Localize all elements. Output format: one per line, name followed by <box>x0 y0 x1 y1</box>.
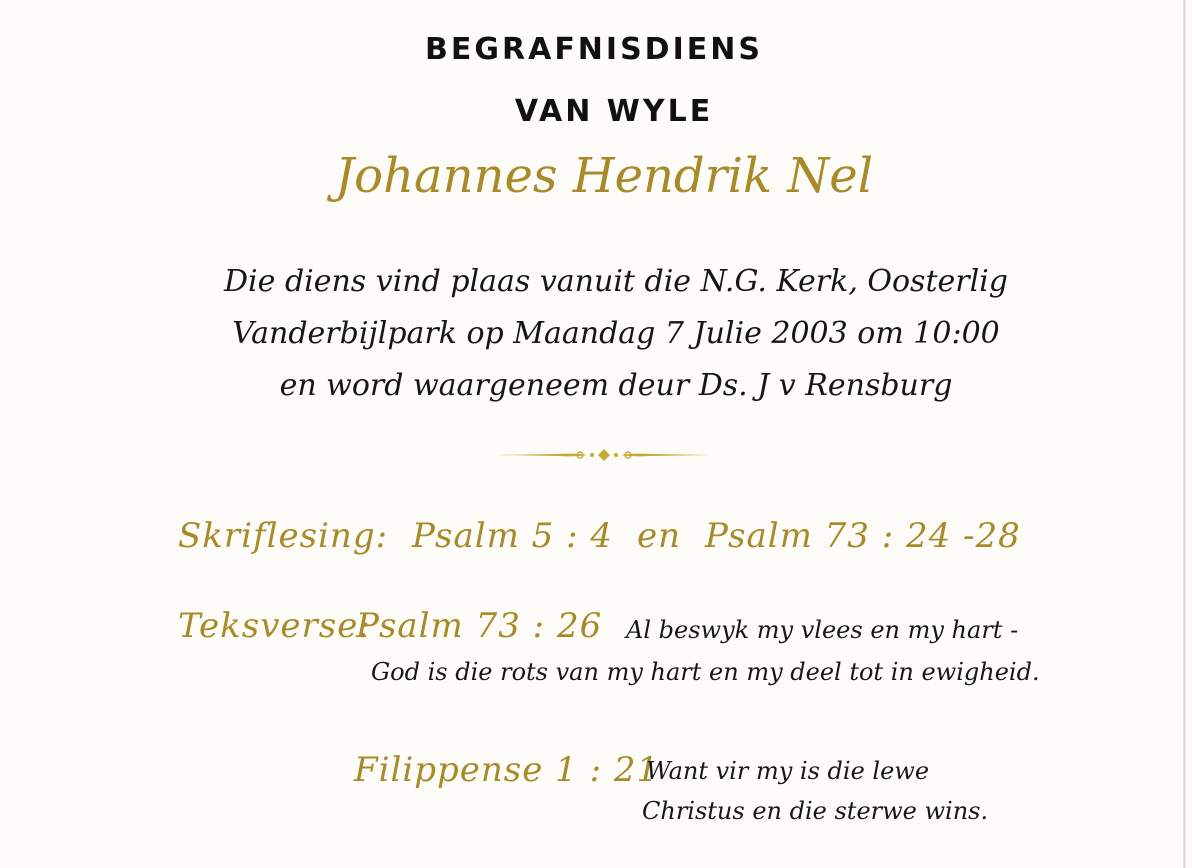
heading-line-2: VAN WYLE <box>514 94 714 129</box>
teksverse-label: Teksverse: <box>178 606 371 646</box>
verse-1-line-2: God is die rots van my hart en my deel tot in ewigheid. <box>371 658 1040 686</box>
heading-line-1: BEGRAFNISDIENS <box>425 32 763 67</box>
skriflesing-label: Skriflesing: <box>178 516 389 556</box>
skriflesing-row <box>178 516 1021 556</box>
skriflesing-reference-1: Psalm 5 : 4 <box>412 516 613 556</box>
teksverse-reference-2: Filippense 1 : 21 <box>354 750 660 790</box>
service-line-1: Die diens vind plaas vanuit die N.G. Kerk, Oosterlig <box>224 264 1008 299</box>
skriflesing-conjunction: en <box>637 516 682 556</box>
skriflesing-reference-2: Psalm 73 : 24 -28 <box>705 516 1021 556</box>
service-line-3: en word waargeneem deur Ds. J v Rensburg <box>279 368 953 403</box>
card-fold-edge <box>1183 0 1186 868</box>
service-line-2: Vanderbijlpark op Maandag 7 Julie 2003 om 10:00 <box>232 316 1000 351</box>
verse-2-line-2: Christus en die sterwe wins. <box>642 797 989 825</box>
gold-divider-ornament-icon <box>497 446 711 464</box>
teksverse-reference-1: Psalm 73 : 26 <box>356 606 603 646</box>
verse-2-line-1: Want vir my is die lewe <box>646 757 930 785</box>
verse-1-line-1: Al beswyk my vlees en my hart - <box>626 616 1019 644</box>
service-details <box>20 256 1192 412</box>
deceased-name: Johannes Hendrik Nel <box>334 148 874 204</box>
